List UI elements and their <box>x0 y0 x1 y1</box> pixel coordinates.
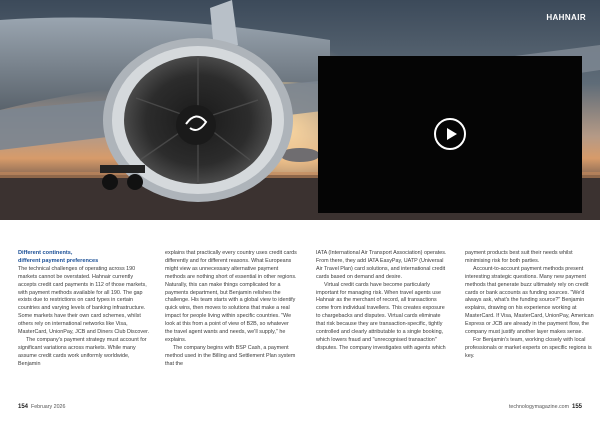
play-icon[interactable] <box>434 118 466 150</box>
section-heading-line-1: Different continents, <box>18 250 73 256</box>
footer-left <box>18 404 65 410</box>
paragraph: payment products best suit their needs whilst minimising risk for both parties. <box>465 250 573 264</box>
paragraph: Account-to-account payment methods present interesting strategic questions. Many new payment methods that generate buzz ultimately rely on credit cards or bank accounts as funding sources. "We'd always ask, what's the funding source?" Benjamin explains, drawing on his experience working at MasterCard. If Visa, MasterCard, UnionPay, American Express or JCB are already in the payment flow, the company must justify another layer makes sense. <box>465 265 594 336</box>
paragraph: The company begins with BSP Cash, a payment method used in the Billing and Settlement Plan system that the <box>165 344 296 367</box>
video-player[interactable] <box>318 56 582 213</box>
paragraph: The technical challenges of operating across 190 markets cannot be overstated. Hahnair currently accepts credit card payments in 112 of those markets, with payment methods available for all 190. The gap exists due to restrictions on card types in certain countries and varying levels of banking infrastructure. Some markets have their own card schemes, whilst others rely on international networks like Visa, MasterCard, UnionPay, JCB and Diners Club Discover. <box>18 265 150 336</box>
article-column-4 <box>465 250 597 361</box>
article-column-2 <box>165 250 297 369</box>
paragraph: Virtual credit cards have become particularly important for managing risk. When travel agents use Hahnair as the merchant of record, all transactions come from individual travellers. This creates exposure to chargebacks and disputes. Virtual cards eliminate that risk because they are transaction-specific, tightly controlled and clearly attributable to a single booking, which lowers fraud and "unrecognised transaction" disputes. The company investigates with agents which <box>316 281 446 351</box>
paragraph: IATA (International Air Transport Association) operates. From there, they add IATA EasyPay, UATP (Universal Air Travel Plan) card solutions, and international credit cards based on demand and desire. <box>316 250 447 280</box>
website[interactable]: technologymagazine.com <box>508 404 570 410</box>
paragraph: For Benjamin's team, working closely with local professionals or market experts on specific regions is key. <box>465 336 592 359</box>
section-label: HAHNAIR <box>546 13 586 22</box>
paragraph: The company's payment strategy must account for significant variations across markets. While many assume credit cards work uniformly worldwide, Benjamin <box>18 336 147 367</box>
footer-right <box>509 404 582 410</box>
page-number-left: 154 <box>18 404 29 410</box>
paragraph: explains that practically every country uses credit cards differently and for different reasons. What Europeans might view as unnecessary alternative payment methods are nothing short of essential in other regions. Naturally, this can make things complicated for a payments department, but Benjamin relishes the challenge. His team starts with a global view to identify quick wins, then moves to solutions that make a real impact for people living within specific countries. "We look at this from a point of view of B2B, so whatever the travel agent wants and needs, we'll supply," he explains. <box>165 250 297 343</box>
article-column-3 <box>316 250 448 353</box>
page-number-right: 155 <box>571 404 582 410</box>
issue-date: February 2026 <box>30 404 66 410</box>
section-heading-line-2: different payment preferences <box>18 257 99 264</box>
article-column-1 <box>18 250 150 369</box>
